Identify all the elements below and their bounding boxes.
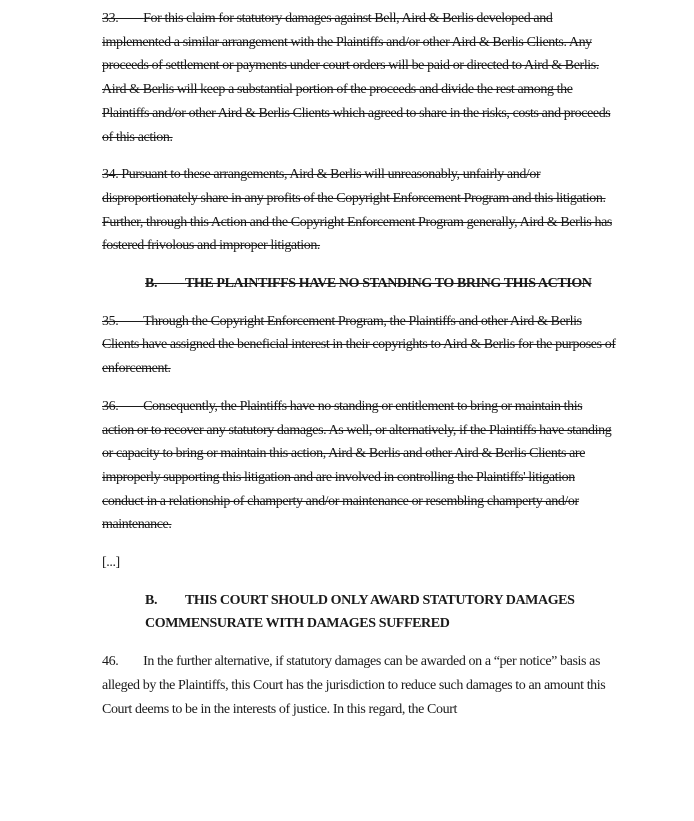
paragraph-36-text: Consequently, the Plaintiffs have no standing or entitlement to bring or maintain this action or to recover any statutory damages. As well, or alternatively, if the Plaintiffs have standing or capacity to bring or maintain this action, Aird & Berlis and other Aird & Berlis Clients are improperly supporting this litigation and are involved in controlling the Plaintiffs' litigation conduct in a relationship of champerty and/or maintenance or resembling champerty and/or maintenance. xyxy=(102,398,612,533)
paragraph-35 xyxy=(102,310,616,381)
paragraph-33-number: 33. xyxy=(102,11,144,26)
paragraph-46-text: In the further alternative, if statutory damages can be awarded on a “per notice” basis as alleged by the Plaintiffs, this Court has the jurisdiction to reduce such damages to an amount this Court deems to be in the interests of justice. In this regard, the Court xyxy=(102,654,606,717)
paragraph-33-text: For this claim for statutory damages against Bell, Aird & Berlis developed and implemented a similar arrangement with the Plaintiffs and/or other Aird & Berlis Clients. Any proceeds of settlement or payments under court orders will be paid or directed to Aird & Berlis. Aird & Berlis will keep a substantial portion of the proceeds and divide the rest among the Plaintiffs and/or other Aird & Berlis Clients which agreed to share in the risks, costs and proceeds of this action. xyxy=(102,11,611,145)
paragraph-36 xyxy=(102,395,616,537)
heading-no-standing-text: THE PLAINTIFFS HAVE NO STANDING TO BRING THIS ACTION xyxy=(184,276,592,292)
heading-statutory-damages-text: THIS COURT SHOULD ONLY AWARD STATUTORY DAMAGES COMMENSURATE WITH DAMAGES SUFFERED xyxy=(145,592,575,632)
paragraph-34-number: 34. xyxy=(102,167,122,183)
heading-statutory-damages xyxy=(145,589,616,636)
paragraph-35-text: Through the Copyright Enforcement Program, the Plaintiffs and other Aird & Berlis Clients have assigned the beneficial interest in their copyrights to Aird & Berlis for the purposes of enforcement. xyxy=(102,313,616,377)
paragraph-35-number: 35. xyxy=(102,313,144,329)
heading-no-standing xyxy=(145,272,616,296)
paragraph-34-text: Pursuant to these arrangements, Aird & Berlis will unreasonably, unfairly and/or disproportionately share in any profits of the Copyright Enforcement Program and this litigation. Further, through this Action and the Copyright Enforcement Program generally, Aird & Berlis has fostered frivolous and improper litigation. xyxy=(102,167,612,254)
ellipsis-marker xyxy=(102,551,616,575)
ellipsis-marker-text: [...] xyxy=(102,555,120,571)
paragraph-34 xyxy=(102,163,616,258)
paragraph-36-number: 36. xyxy=(102,398,144,414)
paragraph-46-number: 46. xyxy=(102,654,144,670)
paragraph-46 xyxy=(102,650,616,721)
paragraph-33 xyxy=(102,7,616,149)
heading-no-standing-letter: B. xyxy=(145,276,185,292)
heading-statutory-damages-letter: B. xyxy=(145,592,185,608)
